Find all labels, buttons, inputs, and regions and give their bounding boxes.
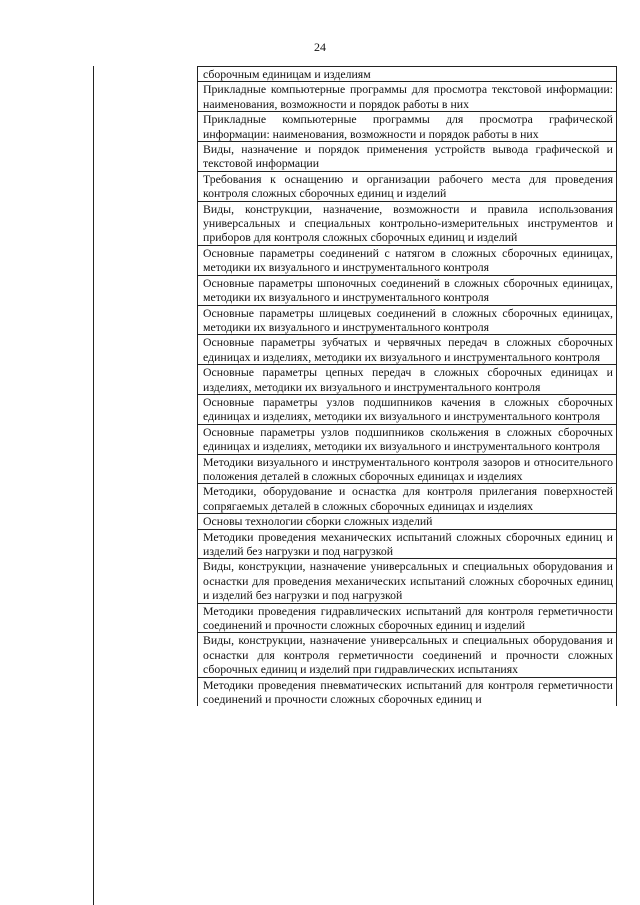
table-row: Основные параметры шлицевых соединений в сложных сборочных единицах, методики их визуального и инструментального контроля [198,305,616,335]
table-row: Основные параметры цепных передач в сложных сборочных единицах и изделиях, методики их визуального и инструментального контроля [198,364,616,394]
table-row: сборочным единицам и изделиям [198,66,616,81]
table-row: Виды, конструкции, назначение универсальных и специальных оборудования и оснастки для проведения механических испытаний сложных сборочных единиц и изделий без нагрузки и под нагрузкой [198,558,616,602]
table-row: Прикладные компьютерные программы для просмотра текстовой информации: наименования, возможности и порядок работы в них [198,81,616,111]
table-row: Методики, оборудование и оснастка для контроля прилегания поверхностей сопрягаемых деталей в сложных сборочных единицах и изделиях [198,483,616,513]
table-row: Основы технологии сборки сложных изделий [198,513,616,528]
table-row: Виды, конструкции, назначение, возможности и правила использования универсальных и специальных контрольно-измерительных инструментов и приборов для контроля сложных сборочных единиц и изделий [198,201,616,245]
table-row: Методики проведения пневматических испытаний для контроля герметичности соединений и прочности сложных сборочных единиц и [198,677,616,707]
table-row: Прикладные компьютерные программы для просмотра графической информации: наименования, возможности и порядок работы в них [198,111,616,141]
table-row: Методики проведения гидравлических испытаний для контроля герметичности соединений и прочности сложных сборочных единиц и изделий [198,603,616,633]
table-row: Основные параметры шпоночных соединений в сложных сборочных единицах, методики их визуального и инструментального контроля [198,275,616,305]
table-left-border [93,66,94,905]
table-row: Виды, конструкции, назначение универсальных и специальных оборудования и оснастки для контроля герметичности соединений и прочности сложных сборочных единиц и изделий при гидравлических испытаниях [198,632,616,676]
table-row: Требования к оснащению и организации рабочего места для проведения контроля сложных сборочных единиц и изделий [198,171,616,201]
table-row: Методики проведения механических испытаний сложных сборочных единиц и изделий без нагрузки и под нагрузкой [198,529,616,559]
table-row: Основные параметры соединений с натягом в сложных сборочных единицах, методики их визуального и инструментального контроля [198,245,616,275]
table-row: Виды, назначение и порядок применения устройств вывода графической и текстовой информации [198,141,616,171]
table-row: Методики визуального и инструментального контроля зазоров и относительного положения деталей в сложных сборочных единицах и изделиях [198,454,616,484]
table-row: Основные параметры узлов подшипников качения в сложных сборочных единицах и изделиях, методики их визуального и инструментального контроля [198,394,616,424]
table-row: Основные параметры зубчатых и червячных передач в сложных сборочных единицах и изделиях, методики их визуального и инструментального контроля [198,334,616,364]
requirements-table [197,66,617,706]
table-row: Основные параметры узлов подшипников скольжения в сложных сборочных единицах и изделиях, методики их визуального и инструментального контроля [198,424,616,454]
page-number: 24 [314,40,326,54]
